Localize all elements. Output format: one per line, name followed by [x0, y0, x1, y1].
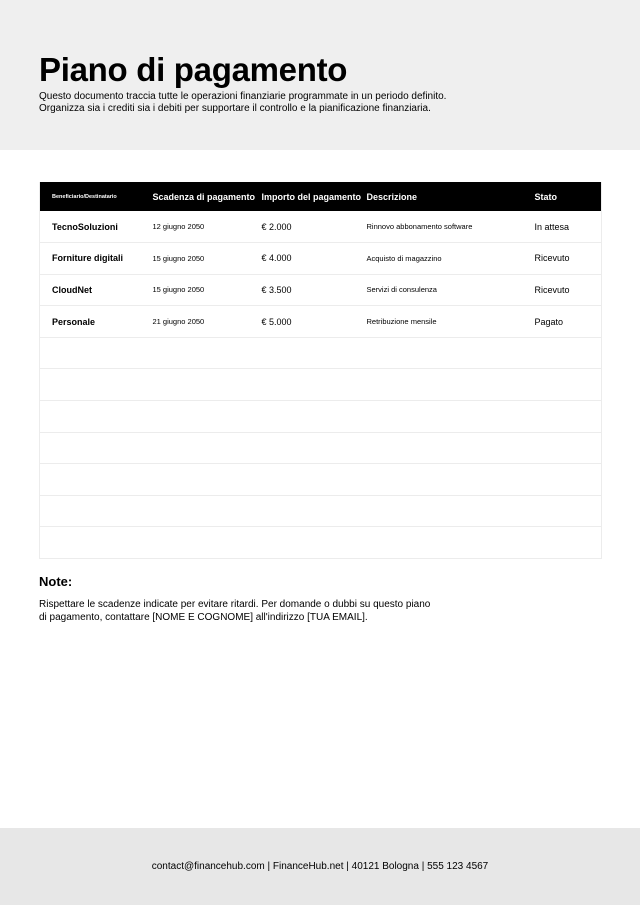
- cell-status: [535, 432, 602, 464]
- table-row: [40, 243, 602, 275]
- cell-due-date: [153, 527, 262, 559]
- column-header-amount: Importo del pagamento: [261, 191, 362, 202]
- cell-amount: € 4.000: [262, 243, 367, 275]
- cell-amount: [262, 337, 367, 369]
- cell-payee: [40, 432, 153, 464]
- cell-description: [367, 495, 535, 527]
- cell-status: [535, 401, 602, 433]
- cell-status: [535, 495, 602, 527]
- cell-payee: [40, 464, 153, 496]
- table-header: [40, 182, 602, 211]
- column-header-status: Stato: [534, 191, 557, 202]
- cell-due-date: [153, 432, 262, 464]
- cell-status: [535, 527, 602, 559]
- cell-payee: TecnoSoluzioni: [52, 221, 118, 232]
- column-header-due-date: Scadenza di pagamento: [152, 191, 256, 202]
- table-row: [40, 211, 602, 243]
- table-row: [40, 432, 602, 464]
- footer-band: [0, 828, 640, 905]
- cell-due-date: [153, 369, 262, 401]
- table-row: [40, 306, 602, 338]
- cell-due-date: 12 giugno 2050: [152, 222, 205, 232]
- cell-description: Servizi di consulenza: [367, 274, 535, 306]
- intro-text: Questo documento traccia tutte le operazioni finanziarie programmate in un periodo definito. Organizza sia i crediti sia i debiti per supportare il controllo e la pianificazione finanziaria.: [39, 91, 447, 114]
- cell-status: Pagato: [535, 306, 602, 338]
- cell-payee: [40, 337, 153, 369]
- cell-amount: [262, 432, 367, 464]
- cell-due-date: [153, 464, 262, 496]
- cell-description: Acquisto di magazzino: [367, 243, 535, 275]
- cell-amount: [262, 495, 367, 527]
- cell-due-date: [153, 495, 262, 527]
- table-body: [40, 211, 602, 559]
- table-row: [40, 274, 602, 306]
- table-row: [40, 527, 602, 559]
- cell-payee: [40, 401, 153, 433]
- cell-payee: [40, 527, 153, 559]
- cell-description: [367, 464, 535, 496]
- cell-amount: € 2.000: [261, 221, 292, 232]
- cell-status: In attesa: [534, 221, 570, 232]
- cell-description: [367, 401, 535, 433]
- cell-status: [535, 337, 602, 369]
- cell-description: [367, 527, 535, 559]
- cell-amount: [262, 464, 367, 496]
- cell-description: [367, 369, 535, 401]
- table-header-row: [40, 182, 602, 211]
- cell-amount: [262, 401, 367, 433]
- payment-table: [39, 182, 602, 559]
- table-row: [40, 495, 602, 527]
- page-title: Piano di pagamento: [39, 51, 348, 88]
- cell-description: Retribuzione mensile: [367, 306, 535, 338]
- cell-due-date: 21 giugno 2050: [153, 306, 262, 338]
- cell-status: [535, 369, 602, 401]
- cell-payee: Forniture digitali: [40, 243, 153, 275]
- cell-due-date: [153, 337, 262, 369]
- cell-description: [367, 337, 535, 369]
- cell-due-date: 15 giugno 2050: [153, 274, 262, 306]
- cell-amount: [262, 527, 367, 559]
- column-header-payee: Beneficiario/Destinatario: [52, 193, 117, 200]
- table-row: [40, 401, 602, 433]
- cell-status: Ricevuto: [535, 274, 602, 306]
- cell-payee: [40, 369, 153, 401]
- payment-table-container: [39, 182, 601, 559]
- cell-payee: Personale: [40, 306, 153, 338]
- table-row: [40, 464, 602, 496]
- cell-amount: [262, 369, 367, 401]
- cell-status: [535, 464, 602, 496]
- table-row: [40, 369, 602, 401]
- header-band: [0, 0, 640, 150]
- notes-text: Rispettare le scadenze indicate per evitare ritardi. Per domande o dubbi su questo piano di pagamento, contattare [NOME E COGNOME] all'indirizzo [TUA EMAIL].: [39, 599, 431, 623]
- cell-due-date: 15 giugno 2050: [153, 243, 262, 275]
- cell-amount: € 3.500: [262, 274, 367, 306]
- cell-status: Ricevuto: [535, 243, 602, 275]
- cell-payee: [40, 495, 153, 527]
- cell-payee: CloudNet: [40, 274, 153, 306]
- cell-description: [367, 432, 535, 464]
- table-row: [40, 337, 602, 369]
- column-header-description: Descrizione: [366, 191, 418, 202]
- footer-contact-info: contact@financehub.com | FinanceHub.net | 40121 Bologna | 555 123 4567: [151, 861, 489, 872]
- cell-description: Rinnovo abbonamento software: [366, 222, 473, 232]
- notes-title: Note:: [39, 574, 73, 589]
- cell-amount: € 5.000: [262, 306, 367, 338]
- cell-due-date: [153, 401, 262, 433]
